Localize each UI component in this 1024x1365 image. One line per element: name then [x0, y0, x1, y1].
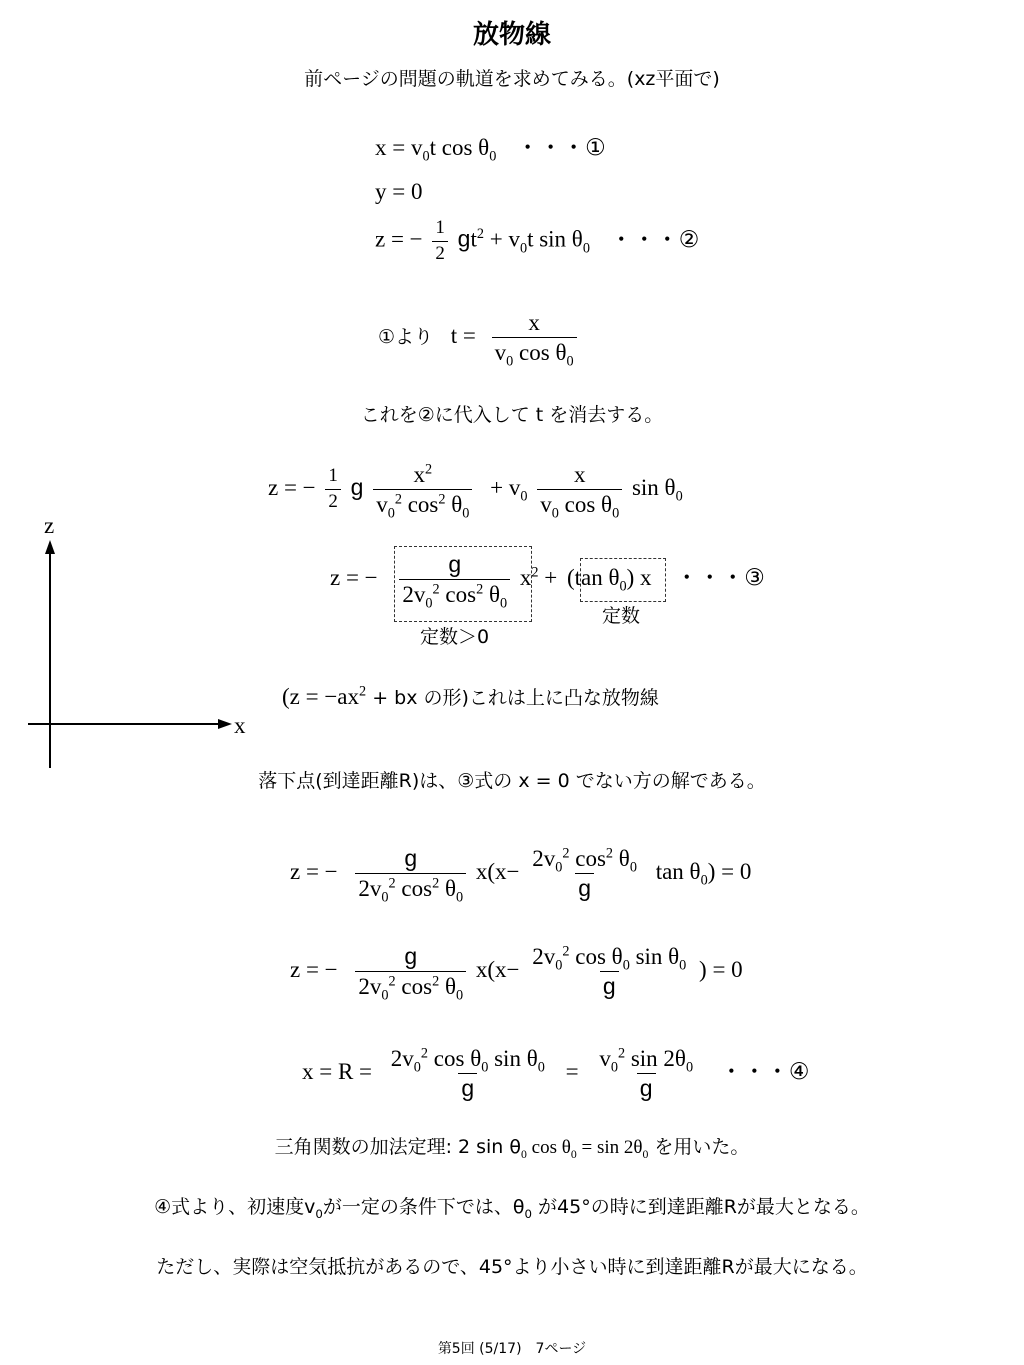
- axes-diagram: [20, 510, 260, 780]
- equation-mark-1: ・・・①: [516, 135, 606, 161]
- equation-3: z = − $\frac{g}{2v_0^2 \cos^2 \theta_0}$ $x^2 + (\tan$ $\theta_0$) x ・・・③: [330, 551, 765, 612]
- trig-note: 三角関数の加法定理: 2 $\sin \theta_0$ $\cos \theta_0 = \sin 2\theta_0$ を用いた。: [274, 1136, 750, 1161]
- equation-substituted: z = − $\frac{1}{2}$ g $\frac{x^2}{v_0^2 \cos^2 \theta_0}$ + $v_0$ $\frac{x}{v_0 \cos \theta_0}$ $\sin \theta_0$: [268, 461, 683, 522]
- axis-label-x: x: [234, 713, 246, 738]
- landing-text: 落下点(到達距離R)は、③式の x = 0 でない方の解である。: [258, 770, 766, 792]
- equation-6: x = R = $\frac{2v_0^2 \cos \theta_0 \sin \theta_0}{g}$ = $\frac{v_0^2 \sin 2\theta_0}{g}$ ・・・④: [302, 1045, 810, 1102]
- conclusion-2: ただし、実際は空気抵抗があるので、45°より小さい時に到達距離Rが最大になる。: [156, 1256, 868, 1278]
- equation-2: z = − $\frac{1}{2}$ $gt^2 + v_0t$ $\sin \theta_0$ ・・・②: [375, 217, 700, 264]
- equation-5: z = − $\frac{g}{2v_0^2 \cos^2 \theta_0}$ x(x− $\frac{2v_0^2 \cos \theta_0 \sin \theta_0}{g}$ ) = 0: [290, 943, 743, 1004]
- equation-1: $x = v_0t$ $\cos \theta_0$ ・・・①: [375, 135, 606, 165]
- constant-label-b: 定数: [602, 605, 641, 627]
- equation-mark-2: ・・・②: [609, 226, 700, 253]
- equation-t: ①より t = $\frac{x}{v_0 \cos \theta_0}$: [378, 310, 581, 366]
- parabola-form: ($z = -ax^2$ + bx の形)これは上に凸な放物線: [282, 683, 659, 709]
- equation-4: z = − $\frac{g}{2v_0^2 \cos^2 \theta_0}$ x(x− $\frac{2v_0^2 \cos^2 \theta_0}{g}$ $\tan \theta_0) = 0$: [290, 845, 752, 906]
- axis-label-z: z: [44, 513, 55, 538]
- constant-label-a: 定数＞0: [420, 626, 490, 648]
- equation-y: y = 0: [375, 179, 423, 204]
- equation-mark-3: ・・・③: [675, 565, 765, 592]
- equation-mark-4: ・・・④: [719, 1059, 810, 1086]
- page-footer: 第5回 (5/17) 7ページ: [437, 1341, 587, 1357]
- substitute-text: これを②に代入して t を消去する。: [360, 404, 664, 426]
- page-title: 放物線: [472, 20, 551, 50]
- conclusion-1: ④式より、初速度$v_0$が一定の条件下では、$\theta_0$ が45°の時に到達距離Rが最大となる。: [154, 1196, 870, 1221]
- intro-text: 前ページの問題の軌道を求めてみる。(xz平面で): [304, 68, 720, 90]
